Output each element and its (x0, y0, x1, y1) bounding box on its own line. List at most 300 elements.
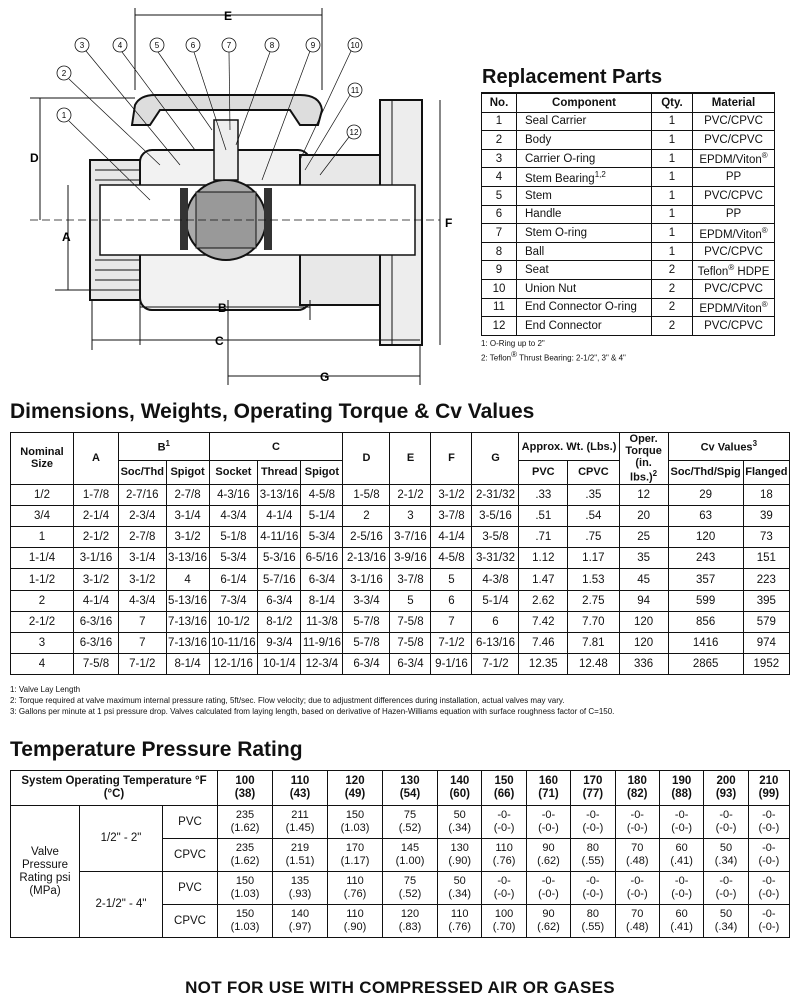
dim-cell: 11-9/16 (301, 632, 343, 653)
rp-no: 2 (482, 131, 517, 150)
dim-cell: 18 (743, 484, 789, 505)
dim-cell: .33 (519, 484, 568, 505)
dim-cell: 2865 (668, 654, 743, 675)
dim-row (11, 484, 790, 505)
tp-cell: -0- (-0-) (615, 806, 659, 839)
dim-cell: 2-7/16 (119, 484, 167, 505)
tp-cell: 110 (.76) (482, 839, 526, 872)
dim-cell: 1.53 (568, 569, 619, 590)
dim-cell: 2-13/16 (343, 548, 390, 569)
dim-cell: .54 (568, 505, 619, 526)
callout-9: 9 (310, 41, 316, 50)
rp-no: 10 (482, 279, 517, 298)
dim-sub-cv-soc: Soc/Thd/Spig (668, 461, 743, 484)
dim-sub-socket: Socket (209, 461, 258, 484)
dim-cell: 12 (619, 484, 668, 505)
rp-qty: 1 (652, 224, 693, 243)
replacement-parts-table (481, 92, 775, 336)
tp-cell: -0- (-0-) (704, 806, 748, 839)
tp-cell: -0- (-0-) (571, 806, 615, 839)
tp-cell: 60 (.41) (659, 839, 703, 872)
rp-no: 12 (482, 317, 517, 336)
tp-temp-header: 110 (43) (273, 771, 328, 806)
dim-f-label: F (445, 216, 453, 230)
tp-cell: -0- (-0-) (748, 905, 789, 938)
tp-row (11, 806, 790, 839)
dim-cell: 4-3/4 (209, 505, 258, 526)
dim-cell: 120 (619, 632, 668, 653)
dim-cell: 1-7/8 (74, 484, 119, 505)
tp-cell: 80 (.55) (571, 839, 615, 872)
rp-qty: 1 (652, 242, 693, 261)
tp-cell: -0- (-0-) (748, 839, 789, 872)
dim-g-label: G (320, 370, 330, 384)
rp-component: Stem Bearing$^{1,2}$ (517, 168, 652, 187)
dim-cell: 63 (668, 505, 743, 526)
tp-material: PVC (163, 806, 218, 839)
dim-row (11, 548, 790, 569)
dim-cell: 2-5/16 (343, 527, 390, 548)
tp-cell: 135 (.93) (273, 872, 328, 905)
dimensions-title: Dimensions, Weights, Operating Torque & Cv Values (10, 400, 535, 423)
rp-qty: 1 (652, 131, 693, 150)
rp-header-component: Component (517, 93, 652, 112)
replacement-parts-title: Replacement Parts (482, 66, 663, 88)
tp-cell: 75 (.52) (383, 872, 438, 905)
dim-cell: 6-3/4 (258, 590, 301, 611)
tp-temp-header: 200 (93) (704, 771, 748, 806)
rp-qty: 1 (652, 149, 693, 168)
tp-cell: 150 (1.03) (218, 905, 273, 938)
tp-size-label: 1/2" - 2" (80, 806, 163, 872)
dim-cell: 5 (390, 590, 431, 611)
dim-cell: 599 (668, 590, 743, 611)
rp-header-no: No. (482, 93, 517, 112)
dim-row (11, 569, 790, 590)
tp-cell: -0- (-0-) (482, 872, 526, 905)
dim-cell: 3/4 (11, 505, 74, 526)
dim-header-torque: Oper. Torque (in. lbs.)$^2$ (619, 433, 668, 485)
dim-cell: 7-13/16 (166, 632, 209, 653)
dim-cell: 151 (743, 548, 789, 569)
dim-header-g: G (472, 433, 519, 485)
dim-cell: 12-3/4 (301, 654, 343, 675)
dim-cell: 2-7/8 (166, 484, 209, 505)
rp-row (482, 186, 775, 205)
rp-qty: 2 (652, 261, 693, 280)
tp-cell: -0- (-0-) (526, 806, 570, 839)
rp-header-qty: Qty. (652, 93, 693, 112)
dim-cell: 6-5/16 (301, 548, 343, 569)
tp-cell: 235 (1.62) (218, 839, 273, 872)
tp-cell: 50 (.34) (704, 905, 748, 938)
dim-cell: 7.46 (519, 632, 568, 653)
dim-cell: 5-1/4 (301, 505, 343, 526)
tp-cell: 150 (1.03) (218, 872, 273, 905)
rp-component: Stem (517, 186, 652, 205)
dim-cell: .51 (519, 505, 568, 526)
tp-cell: 50 (.34) (438, 806, 482, 839)
tp-cell: 110 (.76) (438, 905, 482, 938)
dim-cell: 5-3/4 (209, 548, 258, 569)
tp-header-label: System Operating Temperature °F (°C) (11, 771, 218, 806)
dimensions-table (10, 432, 790, 675)
dim-b-label: B (218, 301, 227, 315)
tp-temp-header: 180 (82) (615, 771, 659, 806)
dim-sub-pvc: PVC (519, 461, 568, 484)
dim-cell: 5-1/4 (472, 590, 519, 611)
rp-no: 9 (482, 261, 517, 280)
rp-material: PVC/CPVC (693, 317, 775, 336)
valve-diagram (0, 0, 470, 400)
dim-cell: 73 (743, 527, 789, 548)
dim-cell: 7 (119, 632, 167, 653)
rp-qty: 2 (652, 298, 693, 317)
dim-cell: 5-13/16 (166, 590, 209, 611)
dim-cell: 1-5/8 (343, 484, 390, 505)
dim-cell: 2.75 (568, 590, 619, 611)
rp-component: Seal Carrier (517, 112, 652, 131)
rp-component: Union Nut (517, 279, 652, 298)
rp-component: Seat (517, 261, 652, 280)
dim-cell: 12-1/16 (209, 654, 258, 675)
dimensions-notes (10, 684, 614, 717)
dim-header-weight: Approx. Wt. (Lbs.) (519, 433, 619, 461)
dim-header-cv: Cv Values$^3$ (668, 433, 789, 461)
tp-material: CPVC (163, 905, 218, 938)
callout-12: 12 (349, 128, 359, 137)
dim-cell: 10-1/2 (209, 611, 258, 632)
rp-component: Handle (517, 205, 652, 224)
tp-cell: 110 (.76) (328, 872, 383, 905)
dim-cell: 6-3/16 (74, 611, 119, 632)
dim-cell: 3-1/16 (343, 569, 390, 590)
dim-sub-cv-flanged: Flanged (743, 461, 789, 484)
tp-cell: -0- (-0-) (748, 872, 789, 905)
dim-cell: 4 (166, 569, 209, 590)
dim-cell: 3-5/8 (472, 527, 519, 548)
dim-cell: 7-5/8 (390, 611, 431, 632)
dim-cell: 2-1/4 (74, 505, 119, 526)
dim-cell: .71 (519, 527, 568, 548)
temperature-table (10, 770, 790, 938)
callout-3: 3 (79, 41, 85, 50)
dim-cell: 2 (11, 590, 74, 611)
dim-cell: 3-9/16 (390, 548, 431, 569)
tp-cell: -0- (-0-) (571, 872, 615, 905)
rp-component: Stem O-ring (517, 224, 652, 243)
rp-row (482, 131, 775, 150)
dim-header-nominal: Nominal Size (11, 433, 74, 485)
rp-no: 8 (482, 242, 517, 261)
dim-cell: 8-1/2 (258, 611, 301, 632)
dim-cell: 7-3/4 (209, 590, 258, 611)
dim-cell: 7-13/16 (166, 611, 209, 632)
dim-cell: 7-1/2 (119, 654, 167, 675)
tp-temp-header: 170 (77) (571, 771, 615, 806)
dim-cell: 2-31/32 (472, 484, 519, 505)
tp-cell: 80 (.55) (571, 905, 615, 938)
replacement-parts-notes (481, 338, 626, 364)
dim-cell: 6-3/4 (301, 569, 343, 590)
dim-cell: 11-3/8 (301, 611, 343, 632)
rp-material: PP (693, 205, 775, 224)
dim-header-d: D (343, 433, 390, 485)
dim-cell: 1952 (743, 654, 789, 675)
dim-header-a: A (74, 433, 119, 485)
dim-note-3: 3: Gallons per minute at 1 psi pressure drop. Valves calculated from laying length, based on derivative of Hazen-Williams equation with surface roughness factor of C=150. (10, 707, 615, 716)
dim-cell: .35 (568, 484, 619, 505)
dim-cell: 336 (619, 654, 668, 675)
dim-cell: 2-1/2 (390, 484, 431, 505)
dim-cell: 3-1/16 (74, 548, 119, 569)
tp-cell: 75 (.52) (383, 806, 438, 839)
dim-sub-spigot-c: Spigot (301, 461, 343, 484)
tp-cell: 50 (.34) (704, 839, 748, 872)
rp-row (482, 224, 775, 243)
callout-11: 11 (350, 86, 360, 95)
dim-cell: 12.35 (519, 654, 568, 675)
rp-row (482, 261, 775, 280)
tp-cell: 211 (1.45) (273, 806, 328, 839)
tp-cell: 170 (1.17) (328, 839, 383, 872)
rp-material: PVC/CPVC (693, 131, 775, 150)
dim-cell: 2-1/2 (11, 611, 74, 632)
dim-cell: 6-3/4 (390, 654, 431, 675)
rp-qty: 1 (652, 168, 693, 187)
rp-row (482, 298, 775, 317)
tp-material: PVC (163, 872, 218, 905)
dim-cell: 29 (668, 484, 743, 505)
dim-a-label: A (62, 230, 71, 244)
tp-cell: 120 (.83) (383, 905, 438, 938)
tp-cell: 150 (1.03) (328, 806, 383, 839)
dim-cell: 6 (431, 590, 472, 611)
dim-sub-soc-thd: Soc/Thd (119, 461, 167, 484)
dim-cell: 94 (619, 590, 668, 611)
tp-temp-header: 210 (99) (748, 771, 789, 806)
dim-cell: 2.62 (519, 590, 568, 611)
dim-header-c: C (209, 433, 343, 461)
dim-sub-spigot: Spigot (166, 461, 209, 484)
dim-cell: 7-1/2 (472, 654, 519, 675)
dim-row (11, 611, 790, 632)
dim-cell: 4-5/8 (301, 484, 343, 505)
dim-cell: 3 (390, 505, 431, 526)
rp-qty: 1 (652, 186, 693, 205)
dim-row (11, 527, 790, 548)
rp-component: End Connector O-ring (517, 298, 652, 317)
dim-cell: 3-1/4 (119, 548, 167, 569)
tp-cell: 130 (.90) (438, 839, 482, 872)
dim-cell: 5-3/4 (301, 527, 343, 548)
dim-cell: 9-1/16 (431, 654, 472, 675)
rp-qty: 1 (652, 205, 693, 224)
dim-cell: 4-3/16 (209, 484, 258, 505)
dim-cell: 3-1/2 (431, 484, 472, 505)
dim-cell: 3-13/16 (258, 484, 301, 505)
tp-cell: 100 (.70) (482, 905, 526, 938)
dim-cell: 4 (11, 654, 74, 675)
tp-temp-header: 150 (66) (482, 771, 526, 806)
dim-cell: 10-1/4 (258, 654, 301, 675)
dim-sub-thread: Thread (258, 461, 301, 484)
dim-cell: 25 (619, 527, 668, 548)
tp-temp-header: 100 (38) (218, 771, 273, 806)
callout-6: 6 (190, 41, 196, 50)
tp-cell: 90 (.62) (526, 905, 570, 938)
rp-no: 6 (482, 205, 517, 224)
dim-cell: 357 (668, 569, 743, 590)
tp-cell: -0- (-0-) (659, 806, 703, 839)
rp-note-1: 1: O-Ring up to 2" (481, 339, 545, 348)
callout-7: 7 (226, 41, 232, 50)
dim-cell: 4-5/8 (431, 548, 472, 569)
temperature-title: Temperature Pressure Rating (10, 738, 303, 761)
rp-qty: 2 (652, 317, 693, 336)
dim-cell: 3-13/16 (166, 548, 209, 569)
tp-cell: -0- (-0-) (526, 872, 570, 905)
tp-row (11, 872, 790, 905)
dim-cell: 6-13/16 (472, 632, 519, 653)
dim-header-b: $B^1$ (119, 433, 210, 461)
callout-2: 2 (61, 69, 67, 78)
dim-note-2: 2: Torque required at valve maximum internal pressure rating, 5ft/sec. Flow velocity; due to adjustment differences during installation, actual valves may vary. (10, 696, 565, 705)
callout-10: 10 (350, 41, 360, 50)
tp-temp-header: 130 (54) (383, 771, 438, 806)
rp-qty: 1 (652, 112, 693, 131)
dim-cell: 12.48 (568, 654, 619, 675)
dim-cell: 6 (472, 611, 519, 632)
dim-d-label: D (30, 151, 39, 165)
dim-cell: 3-31/32 (472, 548, 519, 569)
rp-row (482, 205, 775, 224)
dim-cell: 1/2 (11, 484, 74, 505)
rp-qty: 2 (652, 279, 693, 298)
dim-row (11, 505, 790, 526)
tp-row-label: Valve Pressure Rating psi (MPa) (11, 806, 80, 938)
dim-header-f: F (431, 433, 472, 485)
dim-c-label: C (215, 334, 224, 348)
dim-cell: 1416 (668, 632, 743, 653)
rp-no: 3 (482, 149, 517, 168)
dim-cell: 5 (431, 569, 472, 590)
tp-cell: 90 (.62) (526, 839, 570, 872)
dim-cell: 974 (743, 632, 789, 653)
dim-row (11, 632, 790, 653)
dim-cell: 856 (668, 611, 743, 632)
dim-cell: 7.70 (568, 611, 619, 632)
dim-cell: 7 (119, 611, 167, 632)
dim-cell: 1-1/2 (11, 569, 74, 590)
rp-material: PVC/CPVC (693, 242, 775, 261)
dim-row (11, 654, 790, 675)
rp-material: PVC/CPVC (693, 112, 775, 131)
dim-cell: 5-1/8 (209, 527, 258, 548)
dim-cell: 5-3/16 (258, 548, 301, 569)
dim-cell: 243 (668, 548, 743, 569)
dim-cell: 4-11/16 (258, 527, 301, 548)
rp-row (482, 168, 775, 187)
dim-cell: 45 (619, 569, 668, 590)
tp-cell: -0- (-0-) (615, 872, 659, 905)
rp-row (482, 149, 775, 168)
tp-cell: 60 (.41) (659, 905, 703, 938)
dim-cell: 120 (619, 611, 668, 632)
rp-material: EPDM/Viton® (693, 149, 775, 168)
dim-cell: 20 (619, 505, 668, 526)
dim-cell: 3-1/2 (119, 569, 167, 590)
rp-row (482, 317, 775, 336)
dim-cell: 3-3/4 (343, 590, 390, 611)
dim-cell: 1.12 (519, 548, 568, 569)
rp-material: PVC/CPVC (693, 279, 775, 298)
dim-cell: 7.42 (519, 611, 568, 632)
dim-cell: 10-11/16 (209, 632, 258, 653)
dim-cell: 4-3/4 (119, 590, 167, 611)
tp-cell: -0- (-0-) (704, 872, 748, 905)
rp-component: Ball (517, 242, 652, 261)
dim-cell: 7 (431, 611, 472, 632)
dim-cell: 39 (743, 505, 789, 526)
rp-material: PP (693, 168, 775, 187)
dim-cell: 120 (668, 527, 743, 548)
rp-no: 1 (482, 112, 517, 131)
tp-temp-header: 160 (71) (526, 771, 570, 806)
dim-cell: 3-1/2 (74, 569, 119, 590)
callout-8: 8 (269, 41, 275, 50)
tp-temp-header: 190 (88) (659, 771, 703, 806)
dim-cell: 3 (11, 632, 74, 653)
tp-cell: 235 (1.62) (218, 806, 273, 839)
dim-cell: 9-3/4 (258, 632, 301, 653)
tp-cell: 145 (1.00) (383, 839, 438, 872)
dim-cell: 5-7/8 (343, 632, 390, 653)
rp-material: EPDM/Viton® (693, 298, 775, 317)
dim-cell: 8-1/4 (166, 654, 209, 675)
tp-cell: -0- (-0-) (482, 806, 526, 839)
rp-row (482, 242, 775, 261)
tp-cell: 70 (.48) (615, 839, 659, 872)
dim-cell: 3-7/16 (390, 527, 431, 548)
rp-no: 4 (482, 168, 517, 187)
dim-cell: 2 (343, 505, 390, 526)
dim-header-e: E (390, 433, 431, 485)
dim-note-1: 1: Valve Lay Length (10, 685, 81, 694)
dim-cell: 7-1/2 (431, 632, 472, 653)
tp-temp-header: 120 (49) (328, 771, 383, 806)
tp-cell: -0- (-0-) (659, 872, 703, 905)
dim-cell: 3-7/8 (390, 569, 431, 590)
dim-cell: 7-5/8 (74, 654, 119, 675)
rp-material: Teflon® HDPE (693, 261, 775, 280)
dim-cell: 1 (11, 527, 74, 548)
dim-cell: 4-1/4 (74, 590, 119, 611)
dim-cell: 6-3/4 (343, 654, 390, 675)
dim-cell: 7-5/8 (390, 632, 431, 653)
dim-cell: 6-1/4 (209, 569, 258, 590)
dim-cell: 5-7/8 (343, 611, 390, 632)
dim-cell: 3-1/2 (166, 527, 209, 548)
footer-warning: NOT FOR USE WITH COMPRESSED AIR OR GASES (185, 978, 615, 997)
dim-row (11, 590, 790, 611)
callout-1: 1 (61, 111, 67, 120)
dim-cell: 5-7/16 (258, 569, 301, 590)
tp-cell: 110 (.90) (328, 905, 383, 938)
rp-header-material: Material (693, 93, 775, 112)
dim-cell: 223 (743, 569, 789, 590)
dim-cell: 3-1/4 (166, 505, 209, 526)
